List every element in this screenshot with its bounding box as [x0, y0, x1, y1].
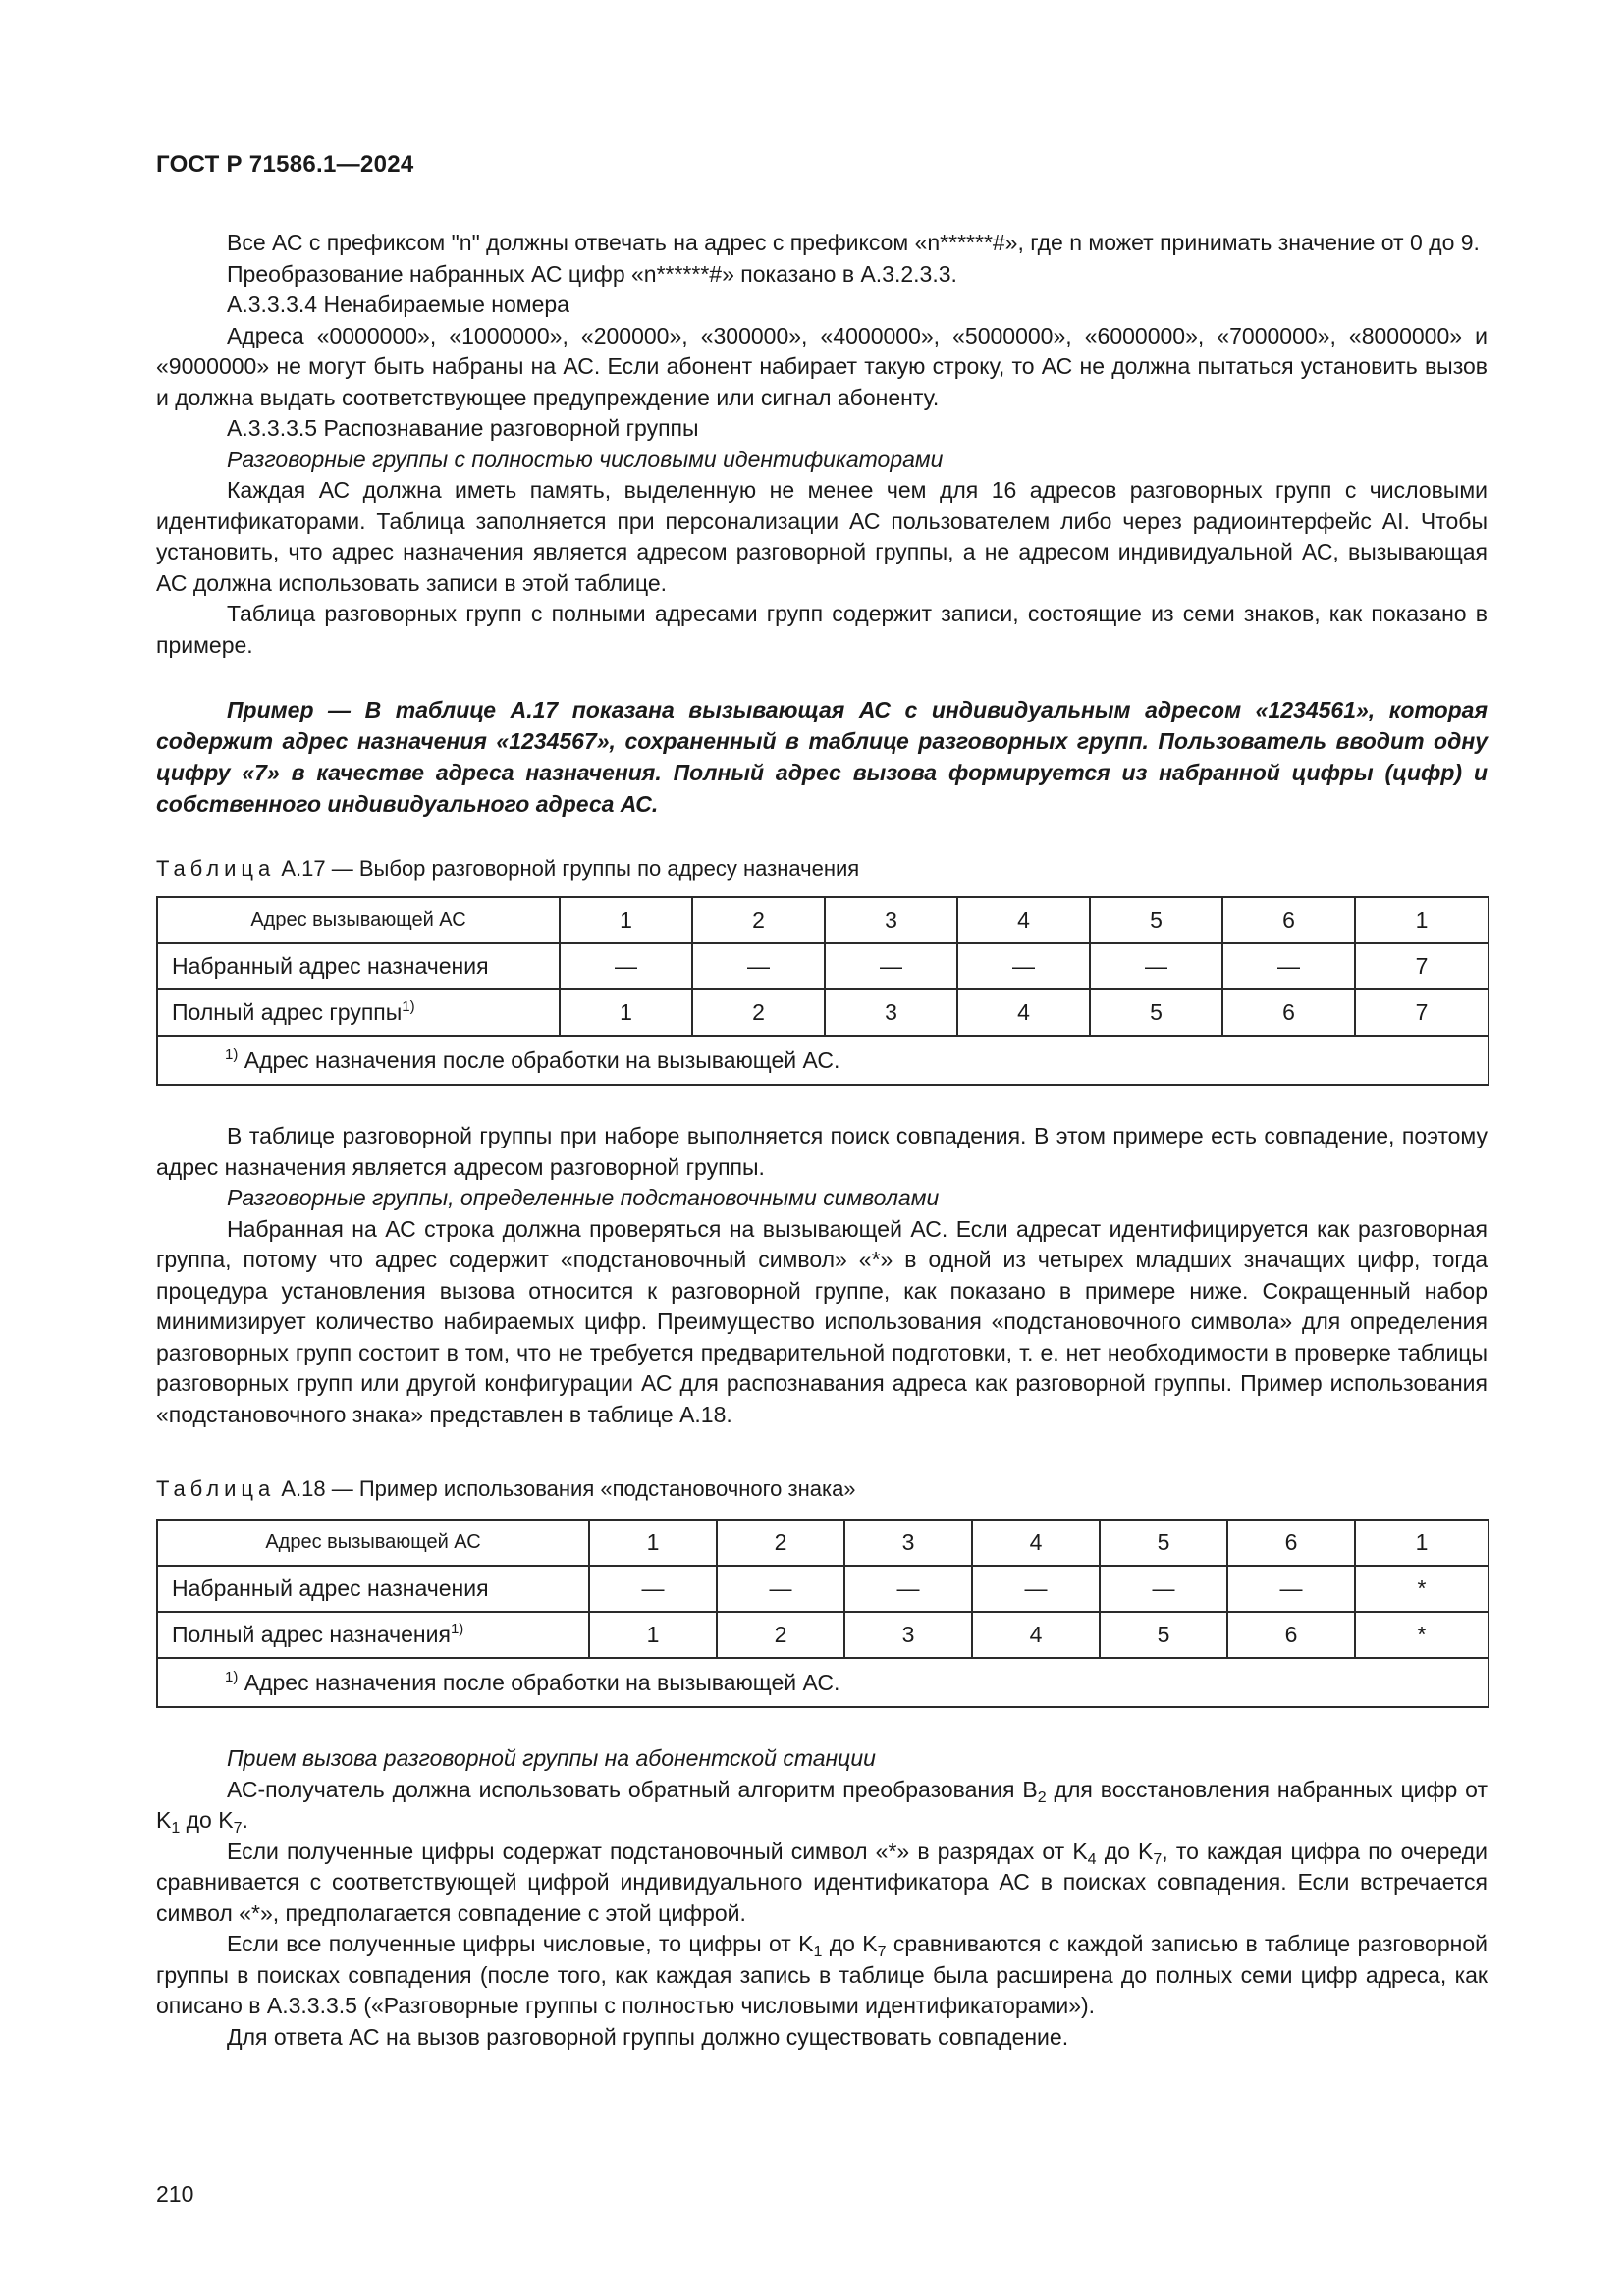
table18-cell: 2 — [717, 1612, 844, 1658]
footnote-mark: 1) — [225, 1668, 239, 1685]
table17 — [156, 896, 1488, 1086]
subheading-call-reception: Прием вызова разговорной группы на абонентской станции — [227, 1745, 876, 1771]
table17-grid — [156, 896, 1489, 1086]
table18-footnote-text: Адрес назначения после обработки на вызывающей АС. — [238, 1669, 840, 1695]
text-run: АС-получатель должна использовать обратный алгоритм преобразования B — [227, 1776, 1038, 1802]
subscript: 1 — [171, 1820, 181, 1837]
example-paragraph: Пример — В таблице А.17 показана вызывающая АС с индивидуальным адресом «1234561», которая содержит адрес назначения «1234567», сохраненный в таблице разговорных групп. Пользователь вводит одну цифру «7» в качестве адреса назначения. Полный адрес вызова формируется из набранной цифры (цифр) и собственного индивидуального адреса АС. — [156, 697, 1488, 817]
table17-cell: 6 — [1222, 989, 1355, 1036]
text-run: . — [242, 1807, 248, 1833]
text-run: для восстановления набранных цифр от K — [156, 1776, 1488, 1833]
paragraph-prefix-addresses: Все АС с префиксом "n" должны отвечать на адрес с префиксом «n******#», где n может принимать значение от 0 до 9. — [227, 230, 1480, 255]
table18-cell: 4 — [972, 1612, 1100, 1658]
table17-cell: 5 — [1090, 897, 1222, 943]
text-run: до K — [822, 1931, 878, 1956]
table18-cell: — — [972, 1566, 1100, 1612]
paragraph-reverse-algorithm — [156, 1775, 1488, 1837]
table18-cell: 5 — [1100, 1612, 1227, 1658]
table18-footnote-row — [157, 1658, 1489, 1707]
table18-cell: 2 — [717, 1520, 844, 1566]
table17-cell: 6 — [1222, 897, 1355, 943]
text-run: до K — [1096, 1838, 1154, 1864]
subheading-wildcard-groups: Разговорные группы, определенные подстановочными символами — [227, 1185, 940, 1210]
paragraph-match-required: Для ответа АС на вызов разговорной группы должно существовать совпадение. — [227, 2023, 1069, 2050]
subscript: 2 — [1037, 1789, 1047, 1806]
table18-cell: * — [1355, 1566, 1489, 1612]
table17-cell: — — [1222, 943, 1355, 989]
text-run: Если все полученные цифры числовые, то цифры от K — [227, 1931, 814, 1956]
text-run: Если полученные цифры содержат подстановочный символ «*» в разрядах от K — [227, 1838, 1088, 1864]
paragraph-group-memory: Каждая АС должна иметь память, выделенную не менее чем для 16 адресов разговорных групп с числовыми идентификаторами. Таблица заполняется при персонализации АС пользователем либо через радиоинтерфейс AI. Чтобы установить, что адрес назначения является адресом разговорной группы, а не адресом индивидуальной АС, вызывающая АС должна использовать записи в этой таблице. — [156, 477, 1488, 596]
table17-cell: 5 — [1090, 989, 1222, 1036]
table17-cell: 4 — [957, 897, 1090, 943]
subscript: 7 — [233, 1820, 243, 1837]
table17-cell: — — [692, 943, 825, 989]
table18-cell: 1 — [589, 1612, 717, 1658]
paragraph-non-dialable: Адреса «0000000», «1000000», «200000», «300000», «4000000», «5000000», «6000000», «7000000», «8000000» и «9000000» не могут быть набраны на АС. Если абонент набирает такую строку, то АС не должна пытаться установить вызов и должна выдать соответствующее предупреждение или сигнал абоненту. — [156, 322, 1488, 410]
table18-row-caller — [157, 1520, 1489, 1566]
table17-row-full-label-text: Полный адрес группы — [172, 999, 403, 1025]
document-page — [156, 0, 1488, 2296]
table18-row-dialed — [157, 1566, 1489, 1612]
table17-cell: 3 — [825, 897, 957, 943]
table17-row-dialed-label: Набранный адрес назначения — [157, 943, 560, 989]
table17-cell: 4 — [957, 989, 1090, 1036]
table18-footnote — [157, 1658, 1489, 1707]
table18-row-caller-label: Адрес вызывающей АС — [157, 1520, 589, 1566]
table18-cell: 5 — [1100, 1520, 1227, 1566]
text-run: до K — [180, 1807, 234, 1833]
subheading-numeric-groups: Разговорные группы с полностью числовыми идентификаторами — [227, 446, 944, 472]
table18-cell: — — [844, 1566, 972, 1612]
table17-cell: 2 — [692, 989, 825, 1036]
table17-cell: — — [560, 943, 692, 989]
table18-cell: — — [1100, 1566, 1227, 1612]
table18-cell: 3 — [844, 1520, 972, 1566]
footnote-mark: 1) — [225, 1045, 239, 1063]
middle-text-block — [156, 1121, 1488, 1430]
table18-row-full-label-text: Полный адрес назначения — [172, 1622, 451, 1647]
paragraph-wildcard: Набранная на АС строка должна проверяться на вызывающей АС. Если адресат идентифицируется как разговорная группа, потому что адрес содержит «подстановочный символ» «*» в одной из четырех младших значащих цифр, тогда процедура установления вызова относится к разговорной группе, как показано в примере ниже. Сокращенный набор минимизирует количество набираемых цифр. Преимущество использования «подстановочного символа» для определения разговорных групп состоит в том, что не требуется предварительной подготовки, т. е. нет необходимости в проверке таблицы разговорных групп или другой конфигурации АС для распознавания адреса как разговорной группы. Пример использования «подстановочного знака» представлен в таблице А.18. — [156, 1215, 1488, 1427]
table18-cell: 4 — [972, 1520, 1100, 1566]
table17-cell: 7 — [1355, 943, 1489, 989]
table18-cell: 3 — [844, 1612, 972, 1658]
table18-cell: — — [589, 1566, 717, 1612]
paragraph-wildcard-compare — [156, 1837, 1488, 1930]
table17-row-caller — [157, 897, 1489, 943]
table17-cell: — — [957, 943, 1090, 989]
table18-cell: — — [717, 1566, 844, 1612]
bottom-text-block — [156, 1743, 1488, 2053]
table17-caption-text: А.17 — Выбор разговорной группы по адресу назначения — [275, 856, 860, 881]
table18-caption-word: Таблица — [156, 1476, 276, 1501]
table17-row-caller-label: Адрес вызывающей АС — [157, 897, 560, 943]
section-heading-non-dialable: А.3.3.3.4 Ненабираемые номера — [227, 292, 569, 317]
section-heading-group-recognition: А.3.3.3.5 Распознавание разговорной группы — [227, 415, 699, 441]
paragraph-numeric-compare — [156, 1929, 1488, 2022]
table17-footnote-text: Адрес назначения после обработки на вызывающей АС. — [238, 1046, 840, 1073]
table17-cell: — — [1090, 943, 1222, 989]
paragraph-group-table: Таблица разговорных групп с полными адресами групп содержит записи, состоящие из семи знаков, как показано в примере. — [156, 601, 1488, 658]
subscript: 7 — [1153, 1850, 1163, 1868]
document-header-title: ГОСТ Р 71586.1—2024 — [156, 151, 414, 178]
table18-row-full — [157, 1612, 1489, 1658]
table17-cell: 7 — [1355, 989, 1489, 1036]
top-text-block — [156, 228, 1488, 661]
table18-caption-text: А.18 — Пример использования «подстановочного знака» — [275, 1476, 856, 1501]
table17-cell: — — [825, 943, 957, 989]
table17-row-dialed — [157, 943, 1489, 989]
table18-cell: — — [1227, 1566, 1355, 1612]
footnote-mark: 1) — [402, 998, 415, 1015]
subscript: 7 — [877, 1944, 887, 1960]
paragraph-match-search: В таблице разговорной группы при наборе выполняется поиск совпадения. В этом примере есть совпадение, поэтому адрес назначения является адресом разговорной группы. — [156, 1123, 1488, 1180]
table17-cell: 1 — [1355, 897, 1489, 943]
page-number: 210 — [156, 2181, 194, 2207]
subscript: 1 — [813, 1944, 823, 1960]
table17-row-full-label — [157, 989, 560, 1036]
table17-cell: 2 — [692, 897, 825, 943]
table18-cell: * — [1355, 1612, 1489, 1658]
table18-cell: 6 — [1227, 1612, 1355, 1658]
example-block — [156, 694, 1488, 820]
text-run: сравниваются с каждой записью в таблице разговорной группы в поисках совпадения (после того, как каждая запись в таблице была расширена до полных семи цифр адреса, как описано в А.3.3.3.5 («Разговорные группы с полностью числовыми идентификаторами»). — [156, 1931, 1488, 2018]
paragraph-conversion-ref: Преобразование набранных АС цифр «n******#» показано в А.3.2.3.3. — [227, 260, 957, 287]
table17-footnote-row — [157, 1036, 1489, 1085]
table17-caption-word: Таблица — [156, 856, 276, 881]
subscript: 4 — [1087, 1850, 1097, 1868]
table18-row-full-label — [157, 1612, 589, 1658]
footnote-mark: 1) — [450, 1621, 464, 1637]
table17-cell: 1 — [560, 897, 692, 943]
table18-cell: 6 — [1227, 1520, 1355, 1566]
table17-cell: 3 — [825, 989, 957, 1036]
table18-row-dialed-label: Набранный адрес назначения — [157, 1566, 589, 1612]
table18 — [156, 1519, 1488, 1708]
table17-row-full — [157, 989, 1489, 1036]
table17-footnote — [157, 1036, 1489, 1085]
table18-cell: 1 — [589, 1520, 717, 1566]
table18-cell: 1 — [1355, 1520, 1489, 1566]
table17-cell: 1 — [560, 989, 692, 1036]
table18-caption — [156, 1476, 1488, 1502]
table17-caption — [156, 856, 1488, 881]
text-run: , то каждая цифра по очереди сравнивается с соответствующей цифрой индивидуального идентификатора АС в поисках совпадения. Если встречается символ «*», предполагается совпадение с этой цифрой. — [156, 1838, 1488, 1926]
table18-grid — [156, 1519, 1489, 1708]
